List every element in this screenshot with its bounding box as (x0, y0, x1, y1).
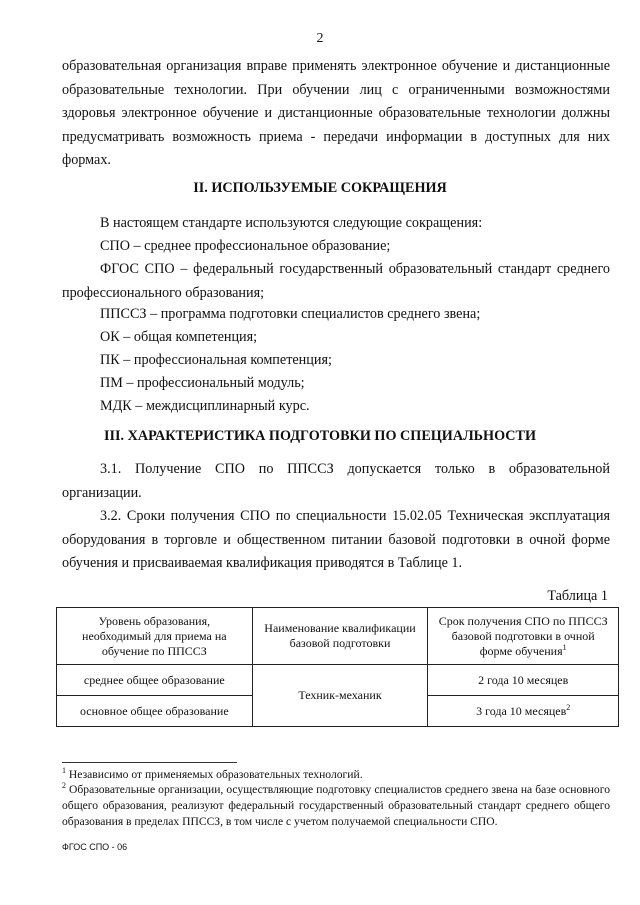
footnote-mark: 1 (62, 766, 66, 776)
footnote-text: Образовательные организации, осуществляющие подготовку специалистов среднего звена на базе основного общего образования, реализуют федеральный государственный образовательный стандарт среднего общего образования в пределах ППССЗ, в том числе с учетом получаемой специальности СПО. (62, 783, 610, 828)
duration-text: 2 года 10 месяцев (478, 672, 569, 687)
table-header-cell: Уровень образования, необходимый для приема на обучение по ППССЗ (57, 608, 253, 665)
table-cell-duration (428, 665, 619, 696)
table-header-cell (428, 608, 619, 665)
footnote-2 (62, 782, 610, 830)
footnote-mark: 1 (562, 642, 567, 652)
abbreviation-item: МДК – междисциплинарный курс. (100, 398, 310, 414)
page-number: 2 (316, 31, 324, 46)
abbreviation-item: ПМ – профессиональный модуль; (100, 375, 305, 391)
intro-paragraph: образовательная организация вправе применять электронное обучение и дистанционные образовательные технологии. При обучении лиц с ограниченными возможностями здоровья электронное обучение и дистанционные образовательные технологии должны предусматривать возможность приема - передачи информации в доступных для них формах. (62, 58, 610, 168)
qualification-table (56, 607, 619, 727)
footnote-mark: 2 (62, 781, 66, 791)
table-row (57, 665, 619, 696)
table-caption: Таблица 1 (547, 588, 608, 604)
footnote-1 (62, 767, 610, 783)
paragraph-3-1: 3.1. Получение СПО по ППССЗ допускается только в образовательной организации. (62, 461, 610, 501)
abbreviation-item: ФГОС СПО – федеральный государственный образовательный стандарт среднего профессионального образования; (62, 261, 610, 301)
abbreviation-item: ОК – общая компетенция; (100, 329, 258, 345)
footnote-mark: 2 (566, 702, 571, 712)
abbreviation-item: ППССЗ – программа подготовки специалистов среднего звена; (100, 306, 481, 322)
section-heading-characteristics: III. ХАРАКТЕРИСТИКА ПОДГОТОВКИ ПО СПЕЦИАЛЬНОСТИ (103, 428, 537, 444)
paragraph-3-2: 3.2. Сроки получения СПО по специальности 15.02.05 Техническая эксплуатация оборудования в торговле и общественном питании базовой подготовки в очной форме обучения и присваиваемая квалификация приводятся в Таблице 1. (62, 508, 610, 571)
footnote-text: Независимо от применяемых образовательных технологий. (68, 768, 363, 781)
abbreviation-item: ПК – профессиональная компетенция; (100, 352, 332, 368)
document-code: ФГОС СПО - 06 (62, 842, 128, 852)
table-cell-level: среднее общее образование (57, 665, 253, 696)
duration-text: 3 года 10 месяцев (476, 703, 567, 718)
table-cell-level: основное общее образование (57, 696, 253, 727)
abbreviations-intro: В настоящем стандарте используются следующие сокращения: (100, 215, 483, 231)
table-cell-duration (428, 696, 619, 727)
table-header-cell: Наименование квалификации базовой подготовки (252, 608, 428, 665)
table-cell-qualification: Техник-механик (252, 665, 428, 727)
table-header-text: Срок получения СПО по ППССЗ базовой подготовки в очной форме обучения (438, 613, 608, 658)
footnote-divider (62, 762, 237, 763)
abbreviation-item: СПО – среднее профессиональное образование; (100, 238, 391, 254)
table-header-row (57, 608, 619, 665)
section-heading-abbreviations: II. ИСПОЛЬЗУЕМЫЕ СОКРАЩЕНИЯ (193, 180, 447, 196)
